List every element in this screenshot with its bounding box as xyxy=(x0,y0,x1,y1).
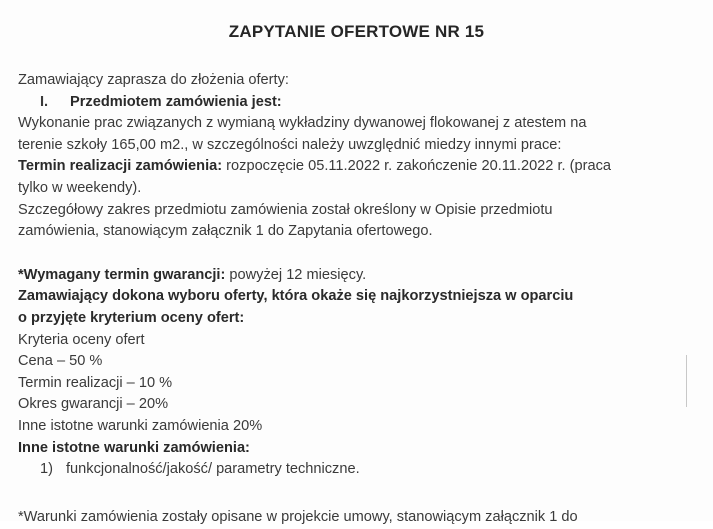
cut-off-text-line: *Warunki zamówienia zostały opisane w projekcie umowy, stanowiącym załącznik 1 do xyxy=(18,509,578,525)
other-conditions-item-text: funkcjonalność/jakość/ parametry techniczne. xyxy=(66,461,360,478)
deadline-line xyxy=(18,156,698,178)
warranty-label: *Wymagany termin gwarancji: xyxy=(18,266,226,283)
scope-line-1: Szczegółowy zakres przedmiotu zamówienia został określony w Opisie przedmiotu xyxy=(18,201,553,218)
criteria-item: Okres gwarancji – 20% xyxy=(18,396,169,413)
scan-artifact-line xyxy=(686,355,687,407)
section-1-numeral: I. xyxy=(40,93,49,110)
criteria-item: Cena – 50 % xyxy=(18,353,103,370)
section-1-heading-text: Przedmiotem zamówienia jest: xyxy=(70,93,282,110)
other-conditions-heading: Inne istotne warunki zamówienia: xyxy=(18,439,250,456)
criteria-item: Inne istotne warunki zamówienia 20% xyxy=(18,417,263,434)
paragraph-gap xyxy=(18,243,698,265)
warranty-line xyxy=(18,265,698,287)
other-conditions-item-number: 1) xyxy=(40,461,53,478)
selection-line-2: o przyjęte kryterium oceny ofert: xyxy=(18,309,245,326)
deadline-continuation: tylko w weekendy). xyxy=(18,179,142,196)
warranty-value: powyżej 12 miesięcy. xyxy=(225,266,367,283)
document-title: ZAPYTANIE OFERTOWE NR 15 xyxy=(228,22,485,41)
criteria-item: Termin realizacji – 10 % xyxy=(18,374,173,391)
intro-text: Zamawiający zaprasza do złożenia oferty: xyxy=(18,72,289,88)
deadline-label: Termin realizacji zamówienia: xyxy=(18,158,223,175)
selection-line-1: Zamawiający dokona wyboru oferty, która okaże się najkorzystniejsza w oparciu xyxy=(18,288,574,305)
description-line-1: Wykonanie prac związanych z wymianą wykładziny dywanowej flokowanej z atestem na xyxy=(18,115,587,132)
section-1-heading xyxy=(18,92,698,114)
document-body xyxy=(18,70,698,481)
deadline-value: rozpoczęcie 05.11.2022 r. zakończenie 20.11.2022 r. (praca xyxy=(222,158,612,175)
description-line-2: terenie szkoły 165,00 m2., w szczególności należy uwzględnić miedzy innymi prace: xyxy=(18,136,562,153)
criteria-heading: Kryteria oceny ofert xyxy=(18,331,145,348)
other-conditions-item xyxy=(18,459,698,481)
scope-line-2: zamówienia, stanowiącym załącznik 1 do Zapytania ofertowego. xyxy=(18,223,433,240)
